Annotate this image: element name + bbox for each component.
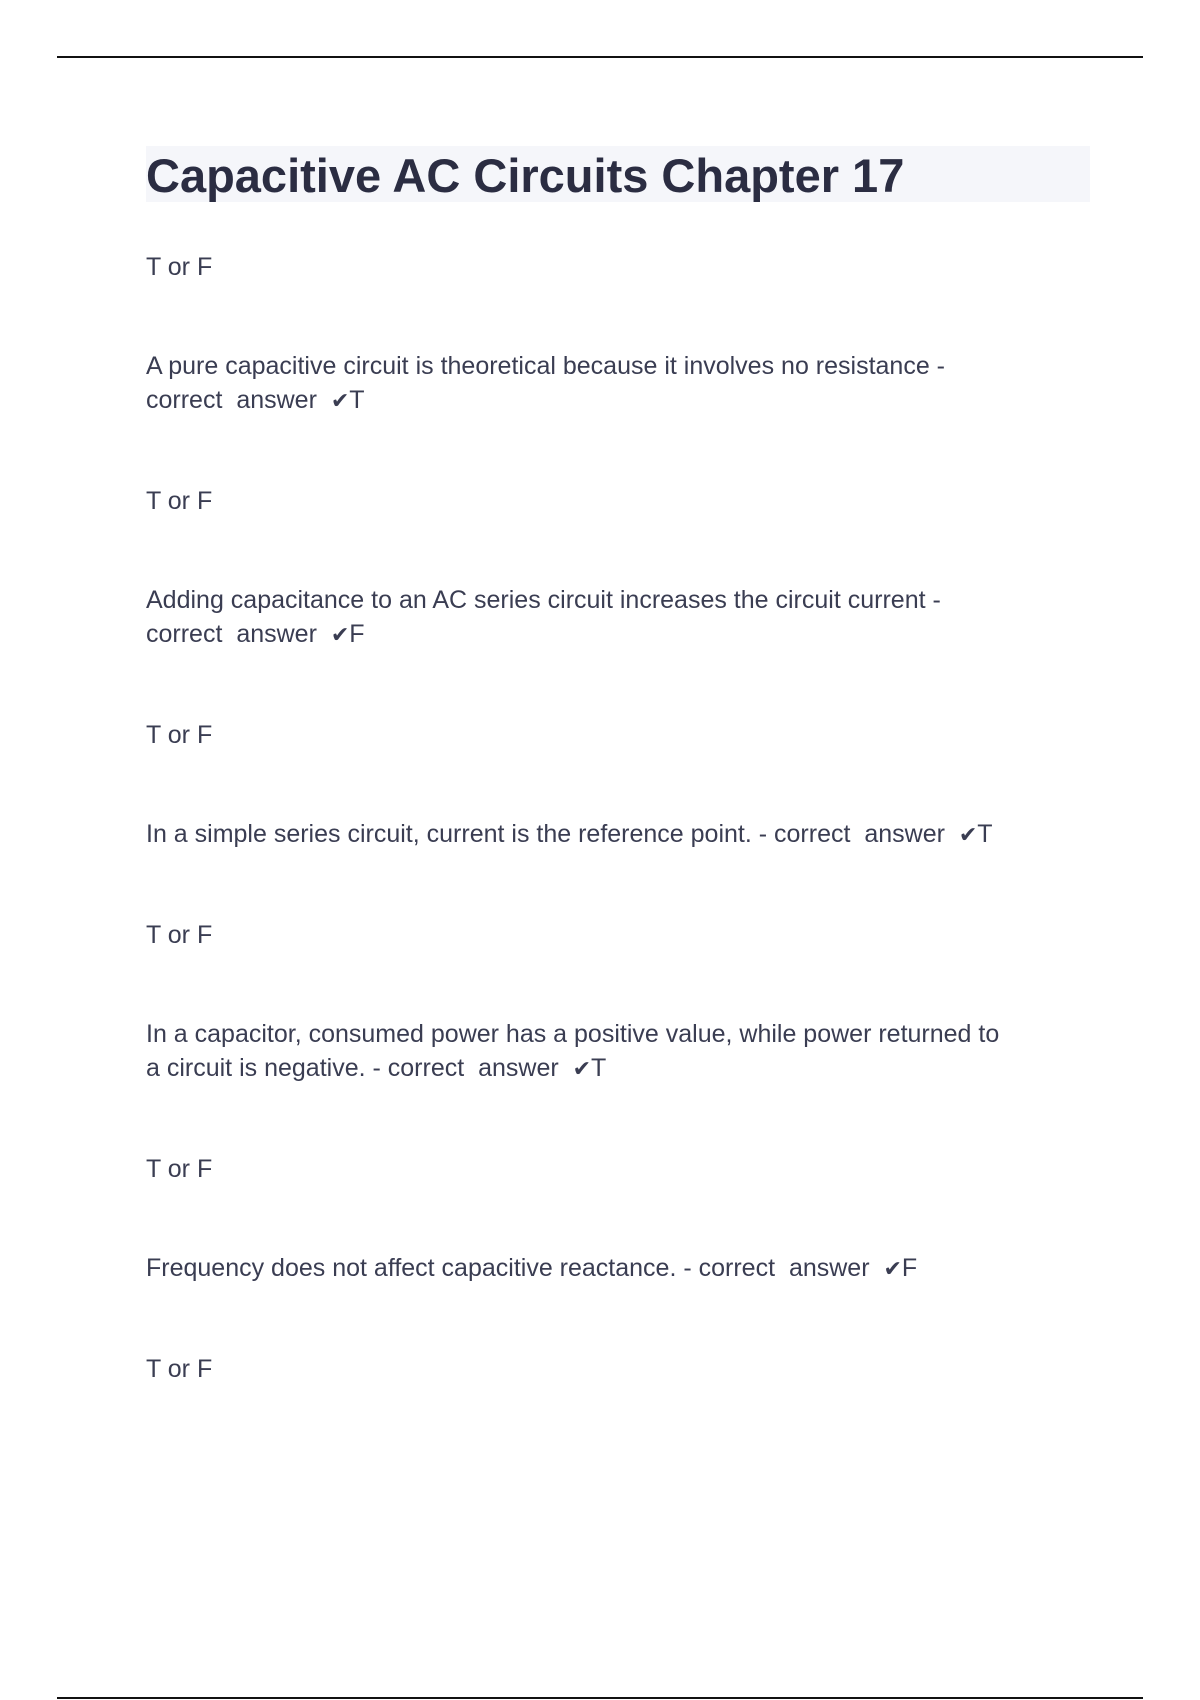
answer-label: answer [236,386,317,414]
question-text [146,817,1090,853]
question-text [146,349,1090,419]
question-text [146,1251,1090,1287]
answer-label: answer [478,1054,559,1082]
true-false-prompt: T or F [146,1155,213,1183]
checkmark-icon: ✔ [958,823,978,848]
question-line-cont: correct [146,620,223,648]
document-body [146,146,1090,1386]
qa-item [146,718,1090,918]
question-line: In a simple series circuit, current is the reference point. - correct [146,820,851,848]
page-title: Capacitive AC Circuits Chapter 17 [146,149,905,202]
question-line-cont: a circuit is negative. - correct [146,1054,465,1082]
qa-item [146,484,1090,718]
answer-value: T [977,820,993,848]
checkmark-icon: ✔ [330,389,350,414]
answer-value: T [349,386,365,414]
question-text [146,1017,1090,1087]
qa-item [146,250,1090,484]
checkmark-icon: ✔ [330,623,350,648]
true-false-prompt: T or F [146,1355,213,1383]
checkmark-icon: ✔ [883,1257,902,1282]
qa-item [146,918,1090,1152]
title-block [146,146,1090,202]
answer-label: answer [236,620,317,648]
question-line: A pure capacitive circuit is theoretical because it involves no resistance - [146,352,945,380]
true-false-prompt: T or F [146,921,213,949]
question-text [146,583,1090,653]
checkmark-icon: ✔ [572,1057,592,1082]
answer-label: answer [788,1254,870,1282]
qa-item [146,1152,1090,1352]
question-line: Frequency does not affect capacitive reactance. - correct [146,1254,776,1282]
question-line-cont: correct [146,386,223,414]
answer-label: answer [864,820,945,848]
answer-value: F [349,620,365,648]
true-false-prompt: T or F [146,253,213,281]
header-rule [57,56,1143,58]
question-line: In a capacitor, consumed power has a positive value, while power returned to [146,1020,1000,1048]
footer-rule [57,1697,1143,1699]
answer-value: F [901,1254,918,1282]
true-false-prompt: T or F [146,487,213,515]
true-false-prompt: T or F [146,721,213,749]
answer-value: T [591,1054,607,1082]
question-line: Adding capacitance to an AC series circuit increases the circuit current - [146,586,941,614]
